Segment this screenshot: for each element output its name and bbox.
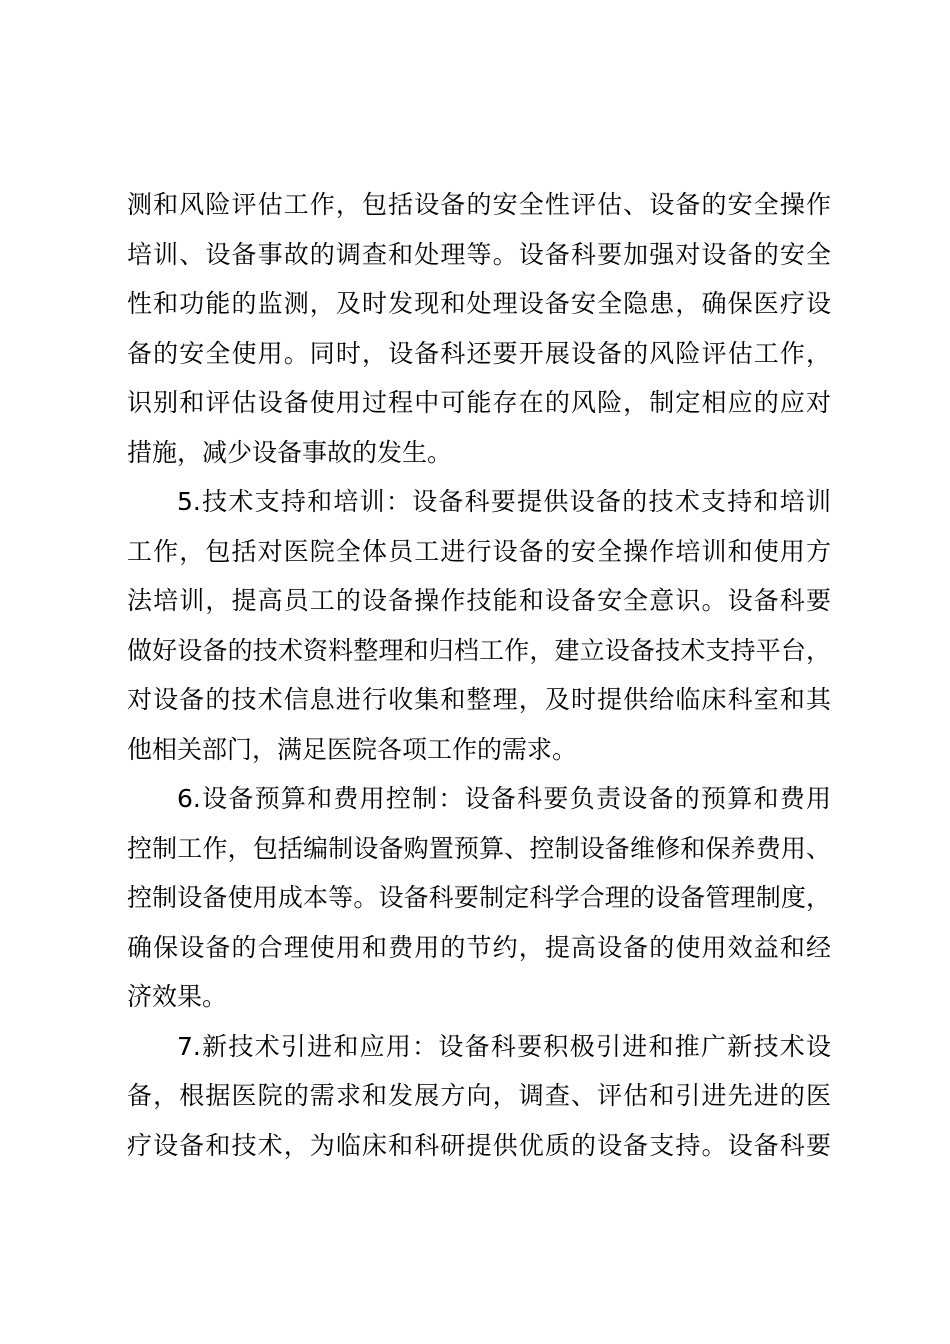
text-line: 措施，减少设备事故的发生。 bbox=[127, 437, 453, 467]
document-body bbox=[127, 180, 831, 1170]
paragraph-new-technology bbox=[127, 1022, 831, 1171]
text-line: 确保设备的合理使用和费用的节约，提高设备的使用效益和经 bbox=[127, 932, 831, 962]
text-line: 控制工作，包括编制设备购置预算、控制设备维修和保养费用、 bbox=[127, 833, 831, 863]
text-line: 备的安全使用。同时，设备科还要开展设备的风险评估工作， bbox=[127, 338, 831, 368]
text-line: 疗设备和技术，为临床和科研提供优质的设备支持。设备科要 bbox=[127, 1130, 831, 1160]
text-line: 培训、设备事故的调查和处理等。设备科要加强对设备的安全 bbox=[127, 239, 831, 269]
paragraph-budget-cost-control bbox=[127, 774, 831, 1022]
text-line: 法培训，提高员工的设备操作技能和设备安全意识。设备科要 bbox=[127, 586, 831, 615]
text-line: 工作，包括对医院全体员工进行设备的安全操作培训和使用方 bbox=[127, 536, 831, 566]
paragraph-technical-support-training bbox=[127, 477, 831, 774]
text-line: 性和功能的监测，及时发现和处理设备安全隐患，确保医疗设 bbox=[127, 289, 831, 318]
text-line: 备，根据医院的需求和发展方向，调查、评估和引进先进的医 bbox=[127, 1081, 831, 1110]
text-line: 对设备的技术信息进行收集和整理，及时提供给临床科室和其 bbox=[127, 685, 831, 714]
text-line: 测和风险评估工作，包括设备的安全性评估、设备的安全操作 bbox=[127, 190, 831, 219]
text-line: 识别和评估设备使用过程中可能存在的风险，制定相应的应对 bbox=[127, 388, 831, 417]
text-line: 他相关部门，满足医院各项工作的需求。 bbox=[127, 734, 578, 764]
paragraph-safety-risk-continued bbox=[127, 180, 831, 477]
text-line: 7.新技术引进和应用：设备科要积极引进和推广新技术设 bbox=[177, 1031, 831, 1061]
text-line: 济效果。 bbox=[127, 982, 228, 1011]
text-line: 做好设备的技术资料整理和归档工作，建立设备技术支持平台， bbox=[127, 635, 831, 665]
text-line: 5.技术支持和培训：设备科要提供设备的技术支持和培训 bbox=[177, 487, 831, 516]
text-line: 6.设备预算和费用控制：设备科要负责设备的预算和费用 bbox=[177, 784, 831, 813]
text-line: 控制设备使用成本等。设备科要制定科学合理的设备管理制度， bbox=[127, 883, 831, 912]
